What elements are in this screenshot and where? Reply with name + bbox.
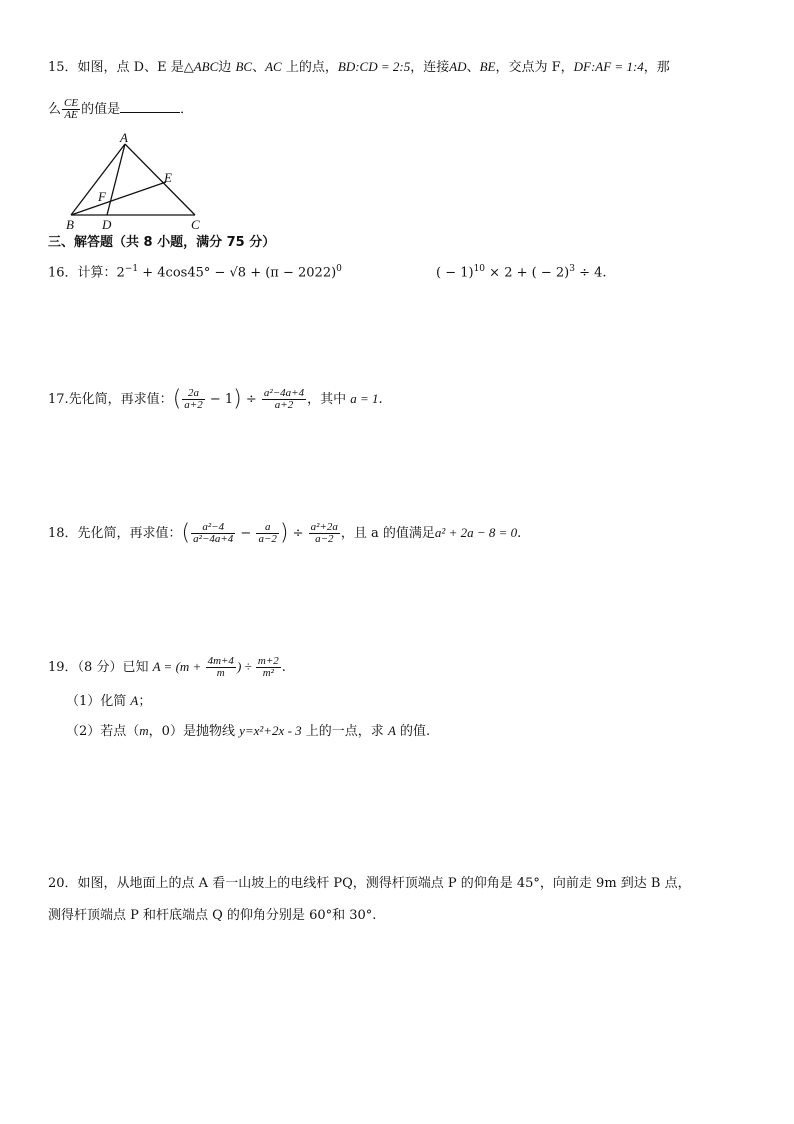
- q15-text: 、: [466, 60, 480, 75]
- q19-fraction2: [256, 656, 281, 679]
- q18-text: −: [236, 526, 256, 541]
- frac-denominator: a−2: [315, 533, 334, 545]
- parabola-equation: y=x²+2x - 3: [239, 723, 302, 738]
- q20-line2: 测得杆顶端点 P 和杆底端点 Q 的仰角分别是 60°和 30°.: [48, 908, 377, 923]
- q19-line: [48, 656, 286, 679]
- q19-sub1: [66, 692, 151, 711]
- q20-line1: 20．如图，从地面上的点 A 看一山坡上的电线杆 PQ，测得杆顶端点 P 的仰角是 45°，向前走 9m 到达 B 点，: [48, 876, 691, 891]
- frac-numerator: a²−4a+4: [263, 387, 305, 399]
- section-heading: [48, 234, 275, 252]
- q18-condition: a² + 2a − 8 = 0: [434, 525, 518, 540]
- q17-fraction1: [182, 388, 204, 411]
- q19-fraction1: [206, 656, 236, 679]
- frac-denominator: m²: [262, 667, 274, 679]
- q16-expr2: × 2 + ( − 2): [485, 265, 570, 281]
- q17-number: 17.先化简，再求值：: [48, 392, 173, 407]
- fraction-ce-ae: [62, 98, 80, 121]
- triangle-figure: [60, 130, 220, 235]
- q16-expr1-sup: −1: [124, 264, 139, 274]
- frac-denominator: m: [216, 667, 225, 679]
- frac-numerator: m+2: [257, 655, 279, 667]
- q16-expr1: + 4cos45° − √8 + (π − 2022): [138, 265, 337, 281]
- q15-text: 上的点，: [285, 60, 338, 75]
- q15-line2: [48, 98, 193, 121]
- q19-var-a: A: [130, 693, 139, 708]
- q17-condition: a = 1: [350, 391, 379, 406]
- q19-var-a: A: [387, 723, 396, 738]
- q16-expr2: ( − 1): [436, 265, 474, 281]
- q19-sub2-text: ，0）是抛物线: [148, 724, 240, 739]
- frac-numerator: a²+2a: [310, 521, 338, 533]
- q17-line: [48, 388, 383, 411]
- var-ac: AC: [265, 59, 282, 74]
- q16-number: 16．计算：: [48, 265, 117, 281]
- q17-text: − 1: [205, 392, 234, 407]
- label-c: C: [191, 217, 200, 232]
- frac-denominator: a−2: [258, 533, 277, 545]
- q18-number: 18．先化简，再求值：: [48, 526, 182, 541]
- q18-fraction2: [256, 522, 278, 545]
- q15-text: 、: [252, 60, 266, 75]
- label-a: A: [120, 130, 128, 145]
- var-be: BE: [479, 59, 496, 74]
- q15-text: 边: [218, 60, 232, 75]
- q18-fraction3: [309, 522, 340, 545]
- side-ac: [125, 144, 195, 215]
- q15-text: 如图，点 D、E 是: [77, 60, 184, 75]
- frac-denominator: AE: [64, 109, 78, 121]
- q15-text: ，交点为 F，: [495, 60, 574, 75]
- q16-line: [48, 260, 342, 282]
- ratio-df-af: DF:AF = 1:4: [573, 59, 644, 74]
- q19-expr: ) ÷: [236, 659, 255, 674]
- ratio-bd-cd: BD:CD = 2:5: [337, 59, 411, 74]
- q15-number: 15．: [48, 60, 78, 75]
- q15-text: 么: [48, 102, 62, 117]
- paren-close: ): [233, 386, 242, 412]
- frac-denominator: a+2: [184, 399, 203, 411]
- q18-text: ÷: [288, 526, 308, 541]
- q19-expr: A = (m +: [152, 659, 205, 674]
- q16-expr1-sup: 0: [336, 264, 342, 274]
- section-note: （共 8 小题，满分 75 分）: [113, 235, 276, 250]
- q15-text: 的值是: [81, 102, 121, 117]
- q19-var-m: m: [139, 723, 149, 738]
- triangle-symbol: △: [183, 60, 194, 75]
- q19-sub1-text: ；: [138, 694, 152, 709]
- frac-numerator: a²−4: [191, 522, 235, 534]
- frac-numerator: a: [256, 522, 278, 534]
- q15-text: ，那: [643, 60, 670, 75]
- var-abc: ABC: [193, 59, 219, 74]
- answer-blank[interactable]: [120, 100, 180, 113]
- section-title: 三、解答题: [48, 235, 114, 250]
- paren-open: (: [172, 386, 182, 412]
- q19-sub2: [66, 722, 430, 741]
- frac-numerator: 2a: [182, 388, 204, 400]
- q17-text: ÷: [241, 392, 261, 407]
- q17-text: .: [378, 392, 383, 407]
- var-ad: AD: [449, 59, 467, 74]
- q18-fraction1: [191, 522, 235, 545]
- q19-number: 19．（8 分）已知: [48, 660, 149, 675]
- frac-numerator: 4m+4: [207, 655, 234, 667]
- label-d: D: [102, 217, 112, 232]
- q16-expr1: 2: [116, 265, 125, 281]
- q16-expr2-sup: 3: [569, 264, 575, 274]
- q17-fraction2: [262, 388, 306, 411]
- q15-text: ，连接: [410, 60, 450, 75]
- q19-sub2-text: （2）若点（: [66, 724, 140, 739]
- q16-expr2-sup: 10: [473, 264, 486, 274]
- frac-denominator: a+2: [274, 399, 294, 411]
- label-f: F: [98, 189, 106, 204]
- q18-text: .: [517, 526, 522, 541]
- paren-open: (: [181, 520, 191, 546]
- label-e: E: [164, 170, 172, 185]
- q16-expr2: ÷ 4.: [574, 265, 607, 281]
- q15-line1: [48, 58, 670, 77]
- q16-expr2: [436, 260, 607, 282]
- q19-sub1-text: （1）化简: [66, 694, 131, 709]
- q19-sub2-text: 的值.: [395, 724, 431, 739]
- segment-be: [71, 182, 166, 215]
- label-b: B: [66, 217, 74, 232]
- q15-text: ．: [180, 102, 194, 117]
- q18-text: ，且 a 的值满足: [340, 526, 435, 541]
- q19-sub2-text: 上的一点，求: [301, 724, 388, 739]
- q18-line: [48, 522, 521, 545]
- paren-close: ): [279, 520, 289, 546]
- var-bc: BC: [235, 59, 253, 74]
- frac-denominator: a²−4a+4: [193, 533, 234, 545]
- q19-text: .: [281, 660, 286, 675]
- frac-numerator: CE: [64, 97, 79, 109]
- segment-ad: [107, 144, 125, 215]
- side-ab: [71, 144, 125, 215]
- q17-text: ，其中: [307, 392, 347, 407]
